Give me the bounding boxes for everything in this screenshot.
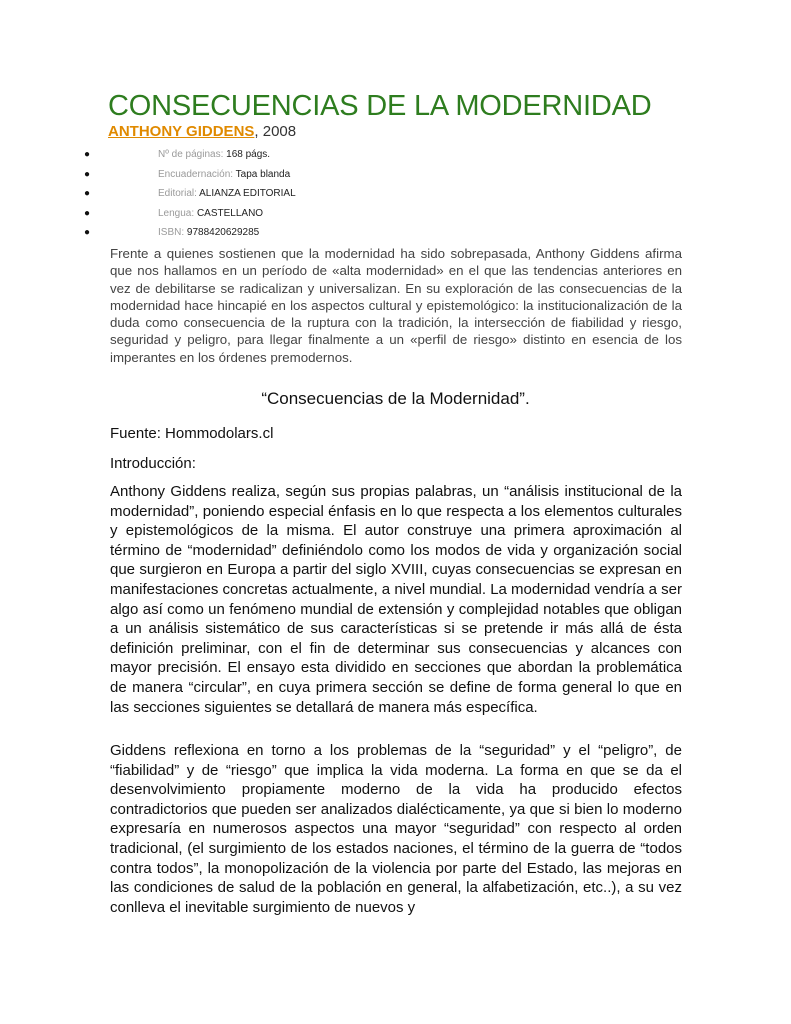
detail-value: Tapa blanda: [235, 168, 291, 180]
detail-label: ISBN:: [158, 227, 185, 238]
author-line: [108, 123, 296, 140]
bullet-icon: ●: [84, 227, 91, 238]
book-summary: Frente a quienes sostienen que la modernidad ha sido sobrepasada, Anthony Giddens afirma que nos hallamos en un período de «alta modernidad» en el que las tendencias anteriores en vez de debilitarse se radicalizan y universalizan. En su exploración de las consecuencias de la modernidad hace hincapié en los aspectos cultural y epistemológico: la institucionalización de la duda como consecuencia de la ruptura con la tradición, la intersección de fiabilidad y riesgo, seguridad y peligro, para llegar finalmente a un «perfil de riesgo» distinto en esencia de los imperantes en los órdenes premodernos.: [110, 246, 682, 365]
publication-year: , 2008: [254, 123, 297, 140]
book-title: CONSECUENCIAS DE LA MODERNIDAD: [108, 90, 652, 122]
detail-label: Nº de páginas:: [158, 149, 224, 160]
detail-label: Encuadernación:: [158, 168, 234, 180]
bullet-icon: ●: [84, 188, 91, 199]
bullet-icon: ●: [84, 149, 91, 160]
detail-value: 9788420629285: [186, 227, 260, 238]
body-paragraph-2: Giddens reflexiona en torno a los problemas de la “seguridad” y el “peligro”, de “fiabilidad” y de “riesgo” que implica la vida moderna. La forma en que se da el desenvolvimiento propiamente moderno de la vida ha producido efectos contradictorios que pueden ser analizados dialécticamente, ya que si bien lo moderno expresaría en numerosos aspectos una mayor “seguridad” con respecto al orden tradicional, (el surgimiento de los estados naciones, el término de la guerra de “todos contra todos”, la monopolización de la violencia por parte del Estado, las mejoras en las condiciones de salud de la población en general, la alfabetización, etc..), a su vez conlleva el inevitable surgimiento de nuevos y: [110, 742, 682, 916]
detail-value: CASTELLANO: [196, 207, 264, 219]
detail-value: ALIANZA EDITORIAL: [199, 188, 296, 199]
author-link[interactable]: ANTHONY GIDDENS: [108, 123, 255, 140]
body-paragraph-1: Anthony Giddens realiza, según sus propias palabras, un “análisis institucional de la modernidad”, poniendo especial énfasis en lo que respecta a los elementos culturales y epistemológicos de la misma. El autor construye una primera aproximación al término de “modernidad” definiéndolo como los modos de vida y organización social que surgieron en Europa a partir del siglo XVIII, cuyas consecuencias se expresan en manifestaciones concretas actualmente, a nivel mundial. La modernidad vendría a ser algo así como un fenómeno mundial de extensión y complejidad notables que obligan a un análisis sistemático de sus características si se pretende ir más allá de ésta definición preliminar, con el fin de determinar sus consecuencias y alcances con mayor precisión. El ensayo esta dividido en secciones que abordan la problemática de manera “circular”, en cuya primera sección se define de forma general lo que en las secciones siguientes se detallará de manera más específica.: [110, 483, 682, 716]
article-source: Fuente: Hommodolars.cl: [110, 425, 274, 442]
detail-label: Editorial:: [158, 188, 197, 199]
article-title: “Consecuencias de la Modernidad”.: [261, 389, 530, 408]
intro-heading: Introducción:: [110, 455, 196, 472]
bullet-icon: ●: [84, 168, 91, 180]
detail-label: Lengua:: [158, 207, 195, 219]
detail-value: 168 págs.: [226, 149, 271, 160]
bullet-icon: ●: [84, 207, 91, 219]
